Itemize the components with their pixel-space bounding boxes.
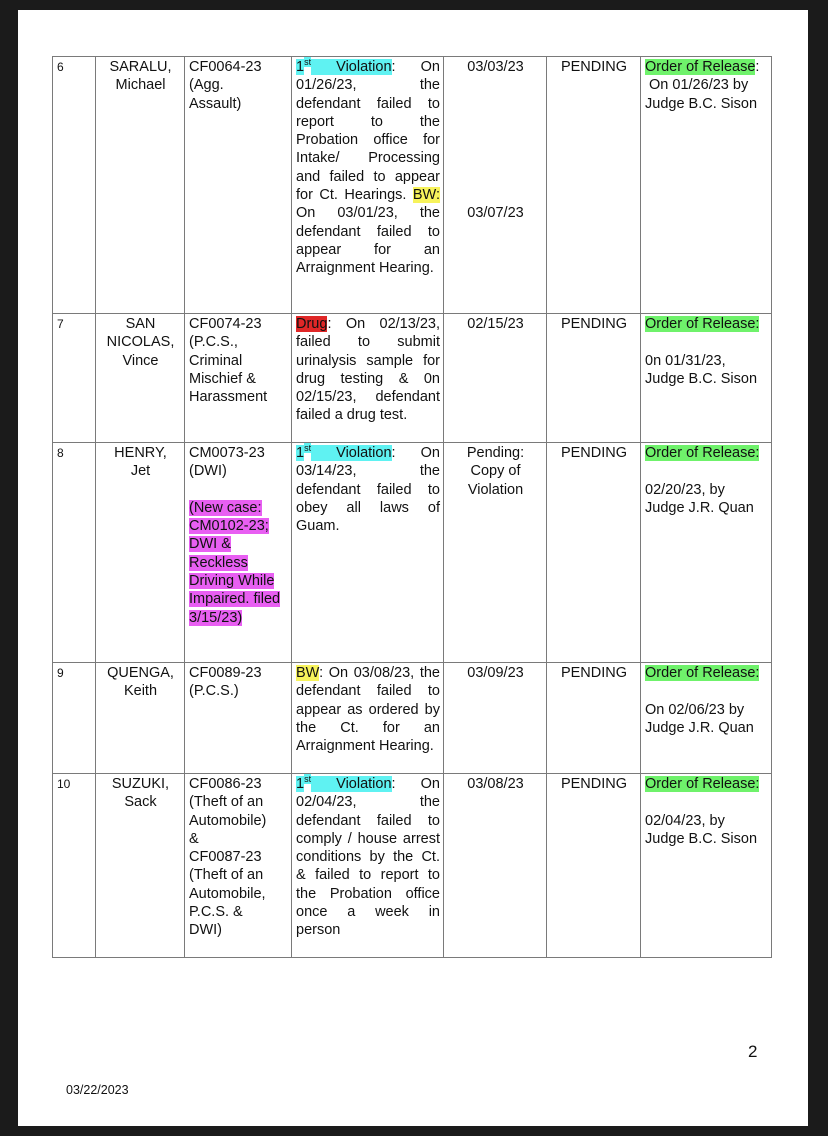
case-number: CF0074-23 (P.C.S., Criminal Mischief & Harassment	[185, 314, 292, 443]
status: PENDING	[547, 314, 641, 443]
case-number: CM0073-23 (DWI) (New case: CM0102-23; DWI & Reckless Driving While Impaired. filed 3/15/23)	[185, 443, 292, 663]
defendant-name: QUENGA, Keith	[96, 663, 185, 774]
violations-table	[52, 56, 772, 958]
defendant-name: SARALU, Michael	[96, 57, 185, 314]
table-row	[53, 443, 772, 663]
order-of-release: Order of Release: 02/20/23, by Judge J.R. Quan	[641, 443, 772, 663]
table-row	[53, 774, 772, 958]
violation-description: 1st Violation: On 03/14/23, the defendant failed to obey all laws of Guam.	[292, 443, 444, 663]
status: PENDING	[547, 57, 641, 314]
order-of-release: Order of Release: On 01/26/23 by Judge B.C. Sison	[641, 57, 772, 314]
order-of-release: Order of Release: On 02/06/23 by Judge J.R. Quan	[641, 663, 772, 774]
status: PENDING	[547, 663, 641, 774]
violation-description: BW: On 03/08/23, the defendant failed to appear as ordered by the Ct. for an Arraignment Hearing.	[292, 663, 444, 774]
violation-date: Pending: Copy of Violation	[444, 443, 547, 663]
page-number: 2	[748, 1042, 758, 1061]
row-number: 7	[53, 314, 96, 443]
case-number: CF0086-23 (Theft of an Automobile) & CF0087-23 (Theft of an Automobile, P.C.S. & DWI)	[185, 774, 292, 958]
table-row	[53, 57, 772, 314]
violation-date: 02/15/23	[444, 314, 547, 443]
row-number: 10	[53, 774, 96, 958]
defendant-name: SAN NICOLAS, Vince	[96, 314, 185, 443]
row-number: 8	[53, 443, 96, 663]
status: PENDING	[547, 774, 641, 958]
defendant-name: HENRY, Jet	[96, 443, 185, 663]
table-row	[53, 314, 772, 443]
case-number: CF0089-23 (P.C.S.)	[185, 663, 292, 774]
violation-description: 1st Violation: On 01/26/23, the defendant failed to report to the Probation office for Intake/ Processing and failed to appear for Ct. Hearings. BW: On 03/01/23, the defendant failed to appear for an Arraignment Hearing.	[292, 57, 444, 314]
violation-date: 03/08/23	[444, 774, 547, 958]
table-row	[53, 663, 772, 774]
new-case-note: (New case: CM0102-23; DWI & Reckless Driving While Impaired. filed 3/15/23)	[189, 499, 281, 626]
order-of-release: Order of Release: 0n 01/31/23, Judge B.C. Sison	[641, 314, 772, 443]
document-page	[18, 10, 808, 1126]
violation-date: 03/03/23 03/07/23	[444, 57, 547, 314]
violation-description: Drug: On 02/13/23, failed to submit urinalysis sample for drug testing & 0n 02/15/23, defendant failed a drug test.	[292, 314, 444, 443]
case-number: CF0064-23 (Agg. Assault)	[185, 57, 292, 314]
row-number: 9	[53, 663, 96, 774]
defendant-name: SUZUKI, Sack	[96, 774, 185, 958]
order-of-release: Order of Release: 02/04/23, by Judge B.C. Sison	[641, 774, 772, 958]
status: PENDING	[547, 443, 641, 663]
row-number: 6	[53, 57, 96, 314]
footer-date: 03/22/2023	[66, 1083, 129, 1097]
violation-description: 1st Violation: On 02/04/23, the defendant failed to comply / house arrest conditions by the Ct. & failed to report to the Probation office once a week in person	[292, 774, 444, 958]
violation-date: 03/09/23	[444, 663, 547, 774]
